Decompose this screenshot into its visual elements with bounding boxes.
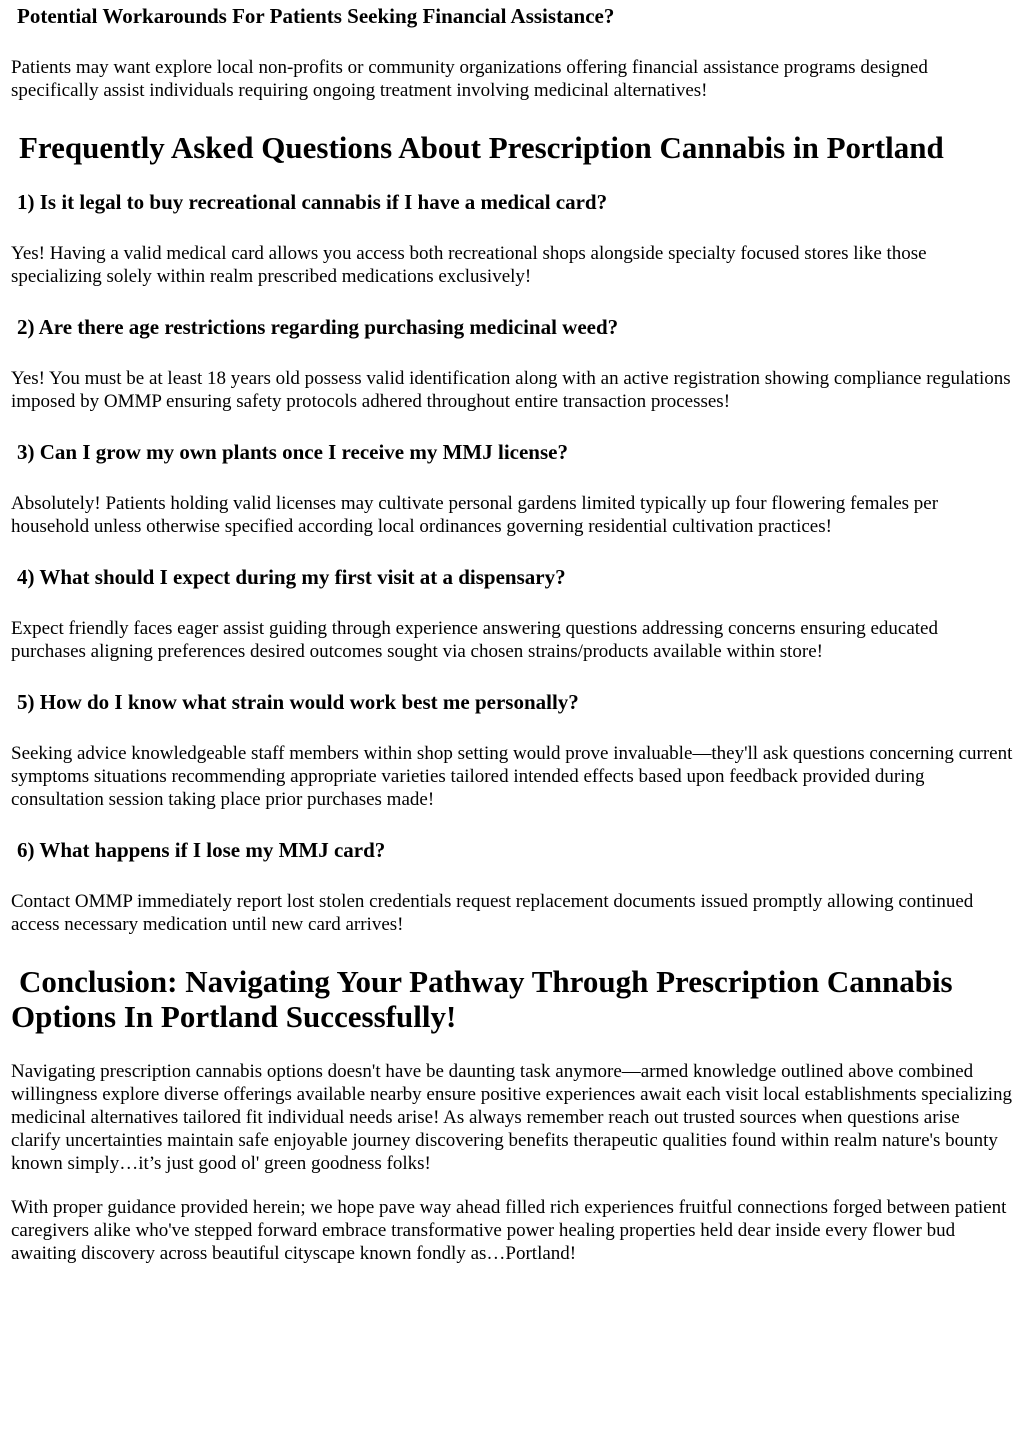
faq-answer-6: Contact OMMP immediately report lost stolen credentials request replacement documents issued promptly allowing continued access necessary medication until new card arrives! <box>11 891 974 935</box>
faq-question-5: 5) How do I know what strain would work best me personally? <box>17 690 579 714</box>
faq-question-3: 3) Can I grow my own plants once I receive my MMJ license? <box>17 440 568 464</box>
financial-assistance-body: Patients may want explore local non-profits or community organizations offering financial assistance programs designed specifically assist individuals requiring ongoing treatment involving medicinal alternatives! <box>11 57 928 101</box>
faq-heading-text: Frequently Asked Questions About Prescription Cannabis in Portland <box>19 130 944 165</box>
conclusion-paragraph-2: With proper guidance provided herein; we hope pave way ahead filled rich experiences fruitful connections forged between patient caregivers alike who've stepped forward embrace transformative power healing properties held dear inside every flower bud awaiting discovery across beautiful cityscape known fondly as…Portland! <box>11 1197 1007 1264</box>
conclusion-heading-line2: Options In Portland Successfully! <box>11 999 457 1034</box>
faq-heading <box>11 130 1013 165</box>
faq-question-1: 1) Is it legal to buy recreational cannabis if I have a medical card? <box>17 190 608 214</box>
faq-answer-4: Expect friendly faces eager assist guiding through experience answering questions addressing concerns ensuring educated purchases aligning preferences desired outcomes sought via chosen strains/products available within store! <box>11 618 938 662</box>
faq-question-4: 4) What should I expect during my first visit at a dispensary? <box>17 565 566 589</box>
faq-answer-3: Absolutely! Patients holding valid licenses may cultivate personal gardens limited typically up four flowering females per household unless otherwise specified according local ordinances governing residential cultivation practices! <box>11 493 939 537</box>
faq-answer-2: Yes! You must be at least 18 years old possess valid identification along with an active registration showing compliance regulations imposed by OMMP ensuring safety protocols adhered throughout entire transaction processes! <box>11 368 1011 412</box>
faq-question-6: 6) What happens if I lose my MMJ card? <box>17 838 386 862</box>
conclusion-paragraph-1: Navigating prescription cannabis options doesn't have be daunting task anymore—armed knowledge outlined above combined willingness explore diverse offerings available nearby ensure positive experiences await each visit local establishments specializing medicinal alternatives tailored fit individual needs arise! As always remember reach out trusted sources when questions arise clarify uncertainties maintain safe enjoyable journey discovering benefits therapeutic qualities found within realm nature's bounty known simply…it’s just good ol' green goodness folks! <box>11 1061 1013 1174</box>
faq-question-2: 2) Are there age restrictions regarding purchasing medicinal weed? <box>17 315 619 339</box>
faq-answer-1: Yes! Having a valid medical card allows you access both recreational shops alongside specialty focused stores like those specializing solely within realm prescribed medications exclusively! <box>11 243 927 287</box>
conclusion-heading <box>11 964 1013 1034</box>
financial-assistance-heading: Potential Workarounds For Patients Seeking Financial Assistance? <box>17 4 615 28</box>
faq-answer-5: Seeking advice knowledgeable staff members within shop setting would prove invaluable—they'll ask questions concerning current symptoms situations recommending appropriate varieties tailored intended effects based upon feedback provided during consultation session taking place prior purchases made! <box>11 743 1013 810</box>
conclusion-heading-line1: Conclusion: Navigating Your Pathway Through Prescription Cannabis <box>19 964 953 999</box>
